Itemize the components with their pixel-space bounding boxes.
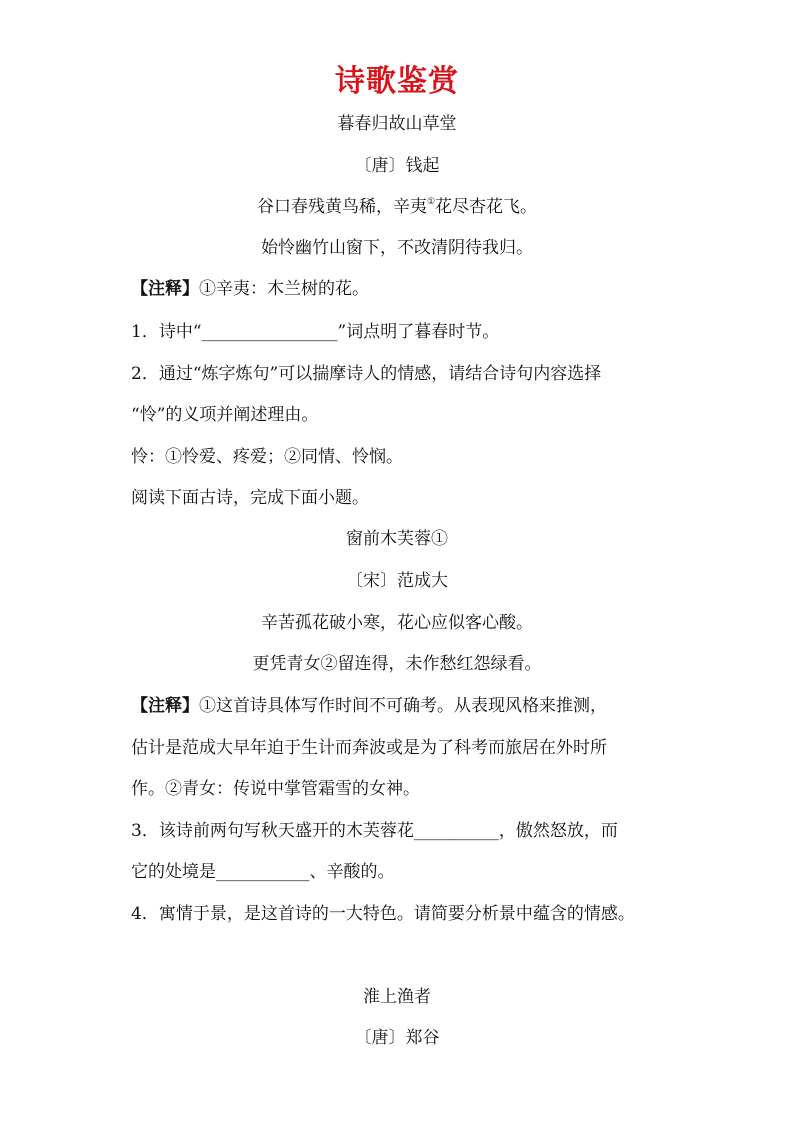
poem1-author: 〔唐〕钱起 [354,156,440,176]
poem2-title: 窗前木芙蓉① [346,529,448,549]
note-label: 【注释】 [131,696,199,716]
question-2-line2: “怜”的义项并阐述理由。 [131,405,319,425]
poem1-line1-part-b: 花尽杏花飞。 [435,197,538,217]
instruction: 阅读下面古诗，完成下面小题。 [131,488,369,508]
poem2-author: 〔宋〕范成大 [346,571,448,591]
note-text: ①这首诗具体写作时间不可确考。从表现风格来推测， [199,696,607,716]
question-3-line1: 3．该诗前两句写秋天盛开的木芙蓉花__________，傲然怒放，而 [131,821,618,841]
note-label: 【注释】 [131,279,199,299]
page-title: 诗歌鉴赏 [335,64,459,99]
question-3-line2: 它的处境是___________、辛酸的。 [131,862,395,882]
poem2-note-line1 [131,694,607,718]
footnote-marker: ① [426,197,436,207]
question-2-line1: 2．通过“炼字炼句”可以揣摩诗人的情感，请结合诗句内容选择 [131,364,602,384]
poem2-note-line2: 估计是范成大早年迫于生计而奔波或是为了科考而旅居在外时所 [131,738,607,758]
poem1-line1 [0,195,794,219]
question-2-options: 怜：①怜爱、疼爱；②同情、怜悯。 [131,447,403,467]
note-text: ①辛夷：木兰树的花。 [199,279,369,299]
poem3-author: 〔唐〕郑谷 [354,1028,440,1048]
poem2-line1: 辛苦孤花破小寒，花心应似客心酸。 [261,613,533,633]
poem1-line2: 始怜幽竹山窗下，不改清阴待我归。 [261,238,533,258]
question-1: 1．诗中“________________”词点明了暮春时节。 [131,322,500,342]
poem3-title: 淮上渔者 [363,987,431,1007]
poem2-note-line3: 作。②青女：传说中掌管霜雪的女神。 [131,779,420,799]
question-4: 4．寓情于景，是这首诗的一大特色。请简要分析景中蕴含的情感。 [131,904,635,924]
poem1-note [131,277,369,301]
poem1-line1-part-a: 谷口春残黄鸟稀，辛夷 [256,197,427,217]
poem2-line2: 更凭青女②留连得，未作愁红怨绿看。 [252,654,542,674]
poem1-title: 暮春归故山草堂 [337,114,457,134]
